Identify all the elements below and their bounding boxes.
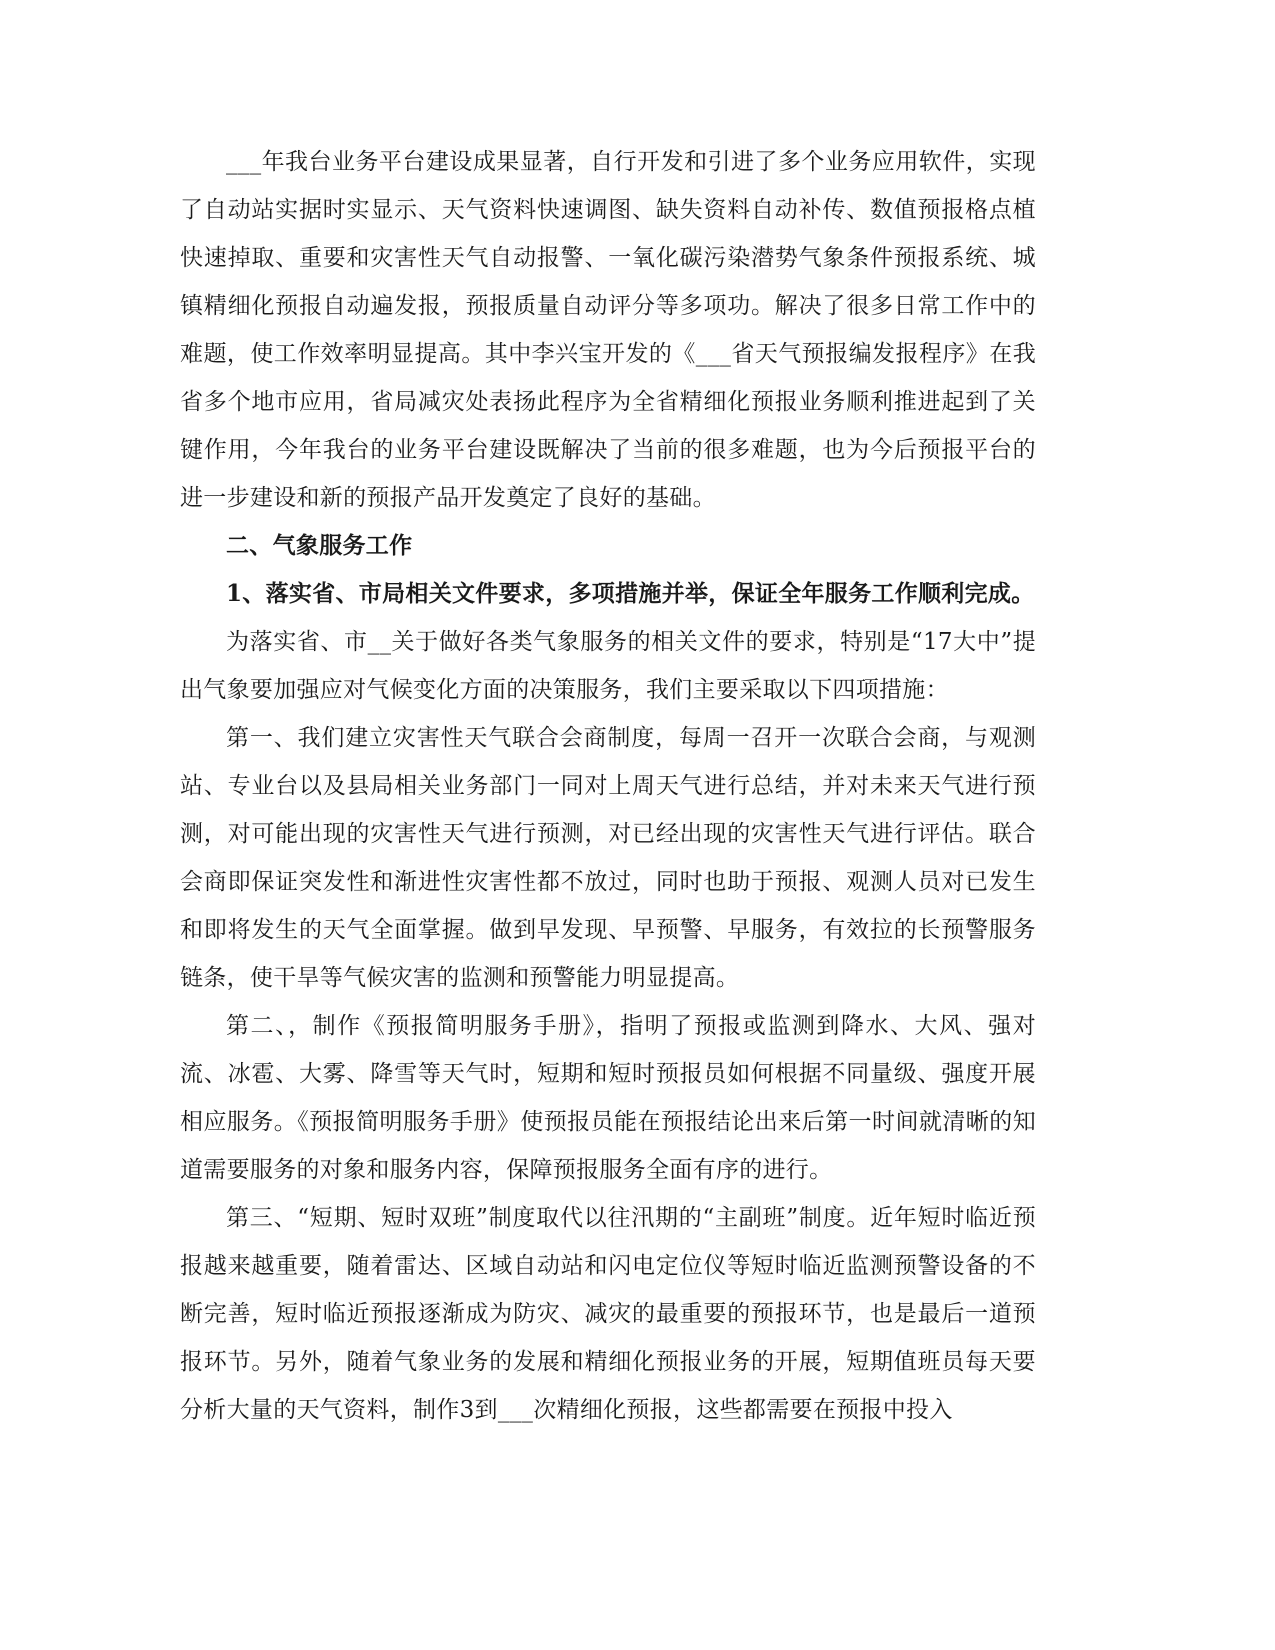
paragraph-platform-construction: ___年我台业务平台建设成果显著，自行开发和引进了多个业务应用软件，实现了自动站实据时实显示、天气资料快速调图、缺失资料自动补传、数值预报格点植快速掉取、重要和灾害性天气自动报警、一氧化碳污染潜势气象条件预报系统、城镇精细化预报自动遍发报，预报质量自动评分等多项功。解决了很多日常工作中的难题，使工作效率明显提高。其中李兴宝开发的《___省天气预报编发报程序》在我省多个地市应用，省局减灾处表扬此程序为全省精细化预报业务顺利推进起到了关键作用，今年我台的业务平台建设既解决了当前的很多难题，也为今后预报平台的进一步建设和新的预报产品开发奠定了良好的基础。 — [180, 149, 1036, 511]
paragraph-measure-second: 第二、，制作《预报简明服务手册》，指明了预报或监测到降水、大风、强对流、冰雹、大雾、降雪等天气时，短期和短时预报员如何根据不同量级、强度开展相应服务。《预报简明服务手册》使预报员能在预报结论出来后第一时间就清晰的知道需要服务的对象和服务内容，保障预报服务全面有序的进行。 — [180, 1013, 1036, 1183]
paragraph-measure-first: 第一、我们建立灾害性天气联合会商制度，每周一召开一次联合会商，与观测站、专业台以及县局相关业务部门一同对上周天气进行总结，并对未来天气进行预测，对可能出现的灾害性天气进行预测，对已经出现的灾害性天气进行评估。联合会商即保证突发性和渐进性灾害性都不放过，同时也助于预报、观测人员对已发生和即将发生的天气全面掌握。做到早发现、早预警、早服务，有效拉的长预警服务链条，使干旱等气候灾害的监测和预警能力明显提高。 — [180, 725, 1036, 991]
subsection-heading-implementation: 1、落实省、市局相关文件要求，多项措施并举，保证全年服务工作顺利完成。 — [226, 580, 1035, 607]
paragraph-measures-intro: 为落实省、市__关于做好各类气象服务的相关文件的要求，特别是“17大中”提出气象要加强应对气候变化方面的决策服务，我们主要采取以下四项措施： — [180, 629, 1036, 703]
section-heading-weather-service: 二、气象服务工作 — [226, 532, 413, 559]
document-page — [180, 138, 1036, 1434]
paragraph-measure-third: 第三、“短期、短时双班”制度取代以往汛期的“主副班”制度。近年短时临近预报越来越重要，随着雷达、区域自动站和闪电定位仪等短时临近监测预警设备的不断完善，短时临近预报逐渐成为防灾、减灾的最重要的预报环节，也是最后一道预报环节。另外，随着气象业务的发展和精细化预报业务的开展，短期值班员每天要分析大量的天气资料，制作3到___次精细化预报，这些都需要在预报中投入 — [180, 1205, 1036, 1423]
